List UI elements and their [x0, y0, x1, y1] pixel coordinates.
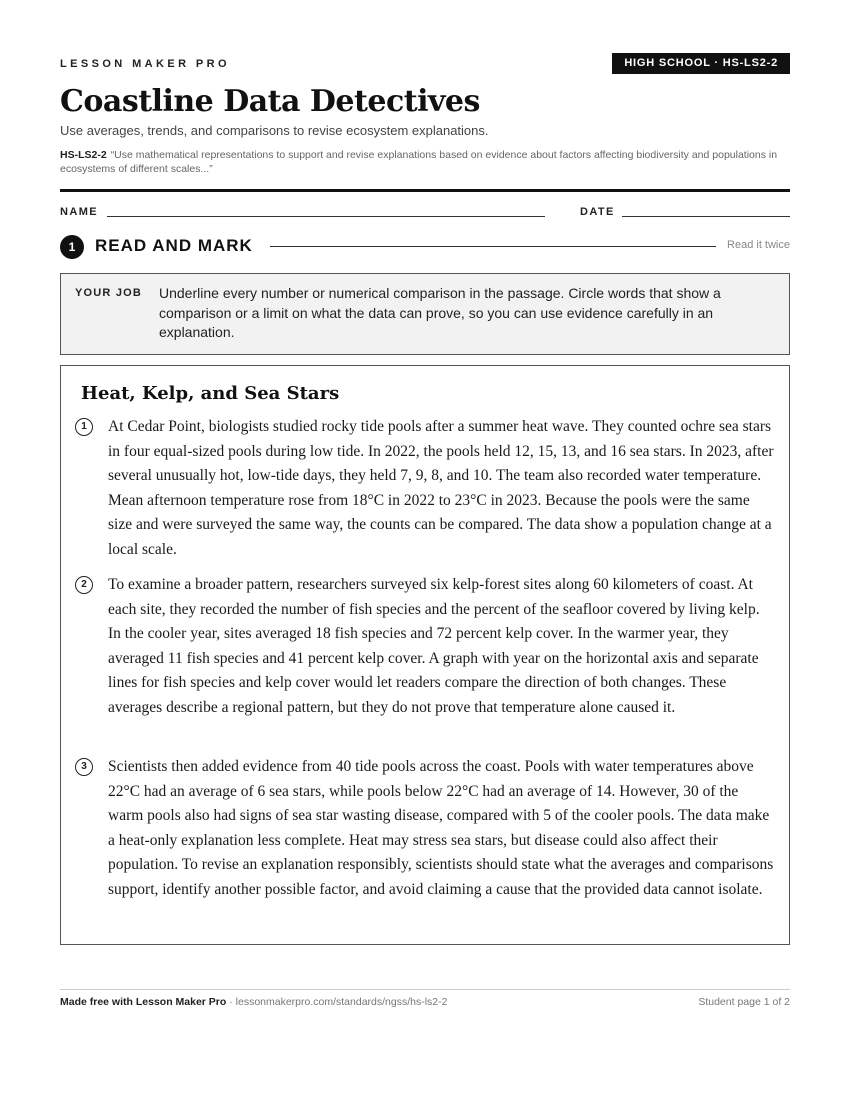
instructions-box [60, 273, 790, 355]
name-field[interactable] [107, 216, 545, 217]
worksheet-title: Coastline Data Detectives [60, 84, 480, 119]
date-label: DATE [580, 206, 615, 218]
instructions-label: YOUR JOB [75, 287, 143, 299]
section-divider [270, 246, 716, 247]
paragraph-number-1: 1 [75, 418, 93, 436]
section-note: Read it twice [727, 239, 790, 251]
worksheet-subtitle: Use averages, trends, and comparisons to revise ecosystem explanations. [60, 123, 489, 138]
passage-title: Heat, Kelp, and Sea Stars [81, 383, 340, 404]
footer-url: · lessonmakerpro.com/standards/ngss/hs-ls2-2 [226, 996, 448, 1008]
paragraph-number-2: 2 [75, 576, 93, 594]
reading-passage [60, 365, 790, 945]
paragraph-1: At Cedar Point, biologists studied rocky tide pools after a summer heat wave. They counted ochre sea stars in four equal-sized pools during low tide. In 2022, the pools held 12, 15, 13, and 16 sea stars. In 2023, after several unusually hot, low-tide days, they held 7, 9, 8, and 10. The team also recorded water temperature. Mean afternoon temperature rose from 18°C in 2022 to 23°C in 2023. Because the pools were the same size and were surveyed the same way, the counts can be compared. The data show a population change at a local scale. [108, 418, 774, 558]
brand-name: LESSON MAKER PRO [60, 58, 230, 70]
standard-quote: “Use mathematical representations to support and revise explanations based on evidence about factors affecting biodiversity and populations in ecosystems of different scales...” [60, 149, 778, 175]
section-number-badge: 1 [60, 235, 84, 259]
standard-statement [60, 148, 790, 176]
paragraph-number-3: 3 [75, 758, 93, 776]
page-indicator: Student page 1 of 2 [698, 996, 790, 1008]
standard-code: HS-LS2-2 [60, 149, 107, 161]
name-label: NAME [60, 206, 98, 218]
footer-made-with: Made free with Lesson Maker Pro [60, 996, 227, 1008]
paragraph-2: To examine a broader pattern, researchers surveyed six kelp-forest sites along 60 kilometers of coast. At each site, they recorded the number of fish species and the percent of the seafloor covered by living kelp. In the cooler year, sites averaged 18 fish species and 72 percent kelp cover. In the warmer year, they averaged 11 fish species and 41 percent kelp cover. A graph with year on the horizontal axis and separate lines for fish species and kelp cover would let readers compare the direction of both changes. These averages describe a regional pattern, but they do not prove that temperature alone caused it. [108, 576, 760, 716]
section-title: READ AND MARK [95, 236, 253, 255]
instructions-text: Underline every number or numerical comparison in the passage. Circle words that show a comparison or a limit on what the data can prove, so you can use evidence carefully in an explanation. [159, 285, 721, 340]
footer-credit [60, 996, 447, 1008]
header-divider [60, 189, 790, 192]
paragraph-3: Scientists then added evidence from 40 tide pools across the coast. Pools with water temperatures above 22°C had an average of 6 sea stars, while pools below 22°C had an average of 14. However, 30 of the warm pools also had signs of sea star wasting disease, compared with 5 of the cooler pools. The data make a heat-only explanation less complete. Heat may stress sea stars, but disease could also affect their population. To revise an explanation responsibly, scientists should state what the averages and comparisons support, identify another possible factor, and avoid claiming a cause that the provided data cannot isolate. [108, 758, 774, 898]
footer-divider [60, 989, 790, 990]
date-field[interactable] [622, 216, 790, 217]
grade-standard-badge: HIGH SCHOOL · HS-LS2-2 [612, 53, 790, 74]
